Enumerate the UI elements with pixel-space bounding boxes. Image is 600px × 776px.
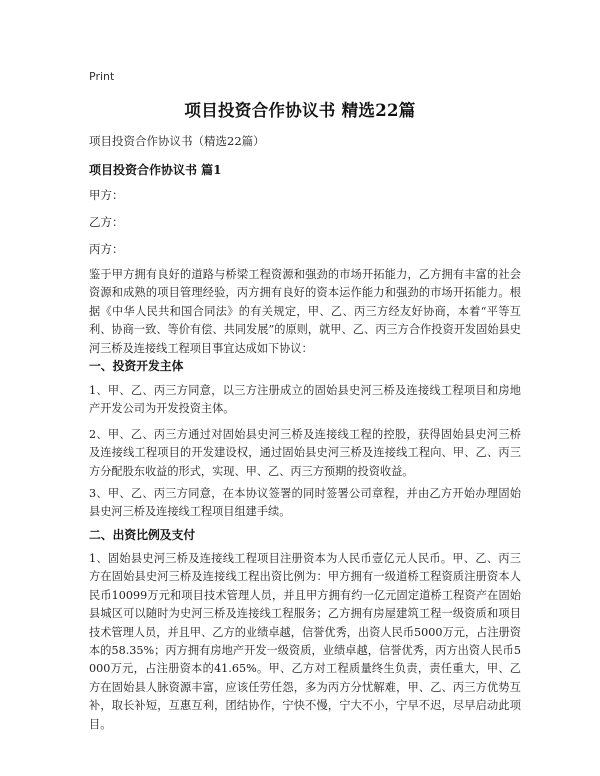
intro-paragraph: 鉴于甲方拥有良好的道路与桥梁工程资源和强劲的市场开拓能力，乙方拥有丰富的社会资源和成熟的项目管理经验，丙方拥有良好的资本运作能力和强劲的市场开拓能力。根据《中华人民共和国合同法》的有关规定，甲、乙、丙三方经友好协商，本着“平等互利、协商一致、等价有偿、共同发展”的原则，就甲、乙、丙三方合作投资开发固始县史河三桥及连接线工程项目事宜达成如下协议： [89,268,521,355]
party-a-field: 甲方： [89,188,124,202]
paragraph-1-2: 2、甲、乙、丙三方通过对固始县史河三桥及连接线工程的控股，获得固始县史河三桥及连接线工程项目的开发建设权，通过固始县史河三桥及连接线工程向、甲、乙、丙三方分配股东收益的形式，实现、甲、乙、丙三方预期的投资收益。 [89,428,521,478]
paragraph-2-1: 1、固始县史河三桥及连接线工程项目注册资本为人民币壹亿元人民币。甲、乙、丙三方在固始县史河三桥及连接线工程出资比例为：甲方拥有一级道桥工程资质注册资本人民币10099万元和项目技术管理人员，并且甲方拥有约一亿元固定道桥工程资产在固始县城区可以随时为史河三桥及连接线工程服务；乙方拥有房屋建筑工程一级资质和项目技术管理人员，并且甲、乙方的业绩卓越，信誉优秀，出资人民币5000万元，占注册资本的58.35%；丙方拥有房地产开发一级资质，业绩卓越，信誉优秀，丙方出资人民币5000万元，占注册资本的41.65%。甲、乙方对工程质量终生负责，责任重大，甲、乙方在固始县人脉资源丰富，应该任劳任怨，多为丙方分忧解难，甲、乙、丙三方优势互补，取长补短，互惠互利，团结协作，宁快不慢，宁大不小，宁早不迟，尽早启动此项目。 [89,552,521,731]
print-label[interactable]: Print [89,70,115,83]
document-subtitle: 项目投资合作协议书（精选22篇） [89,134,265,148]
party-c-field: 丙方： [89,242,124,256]
page-title: 项目投资合作协议书 精选22篇 [184,101,416,120]
paragraph-1-3: 3、甲、乙、丙三方同意，在本协议签署的同时签署公司章程，并由乙方开始办理固始县史河三桥及连接线工程项目组建手续。 [89,487,521,519]
party-b-field: 乙方： [89,215,124,229]
heading-investment-subject: 一、投资开发主体 [89,359,184,373]
section-title: 项目投资合作协议书 篇1 [89,163,222,177]
heading-capital-ratio: 二、出资比例及支付 [89,528,196,542]
paragraph-1-1: 1、甲、乙、丙三方同意，以三方注册成立的固始县史河三桥及连接线工程项目和房地产开发公司为开发投资主体。 [89,384,521,416]
